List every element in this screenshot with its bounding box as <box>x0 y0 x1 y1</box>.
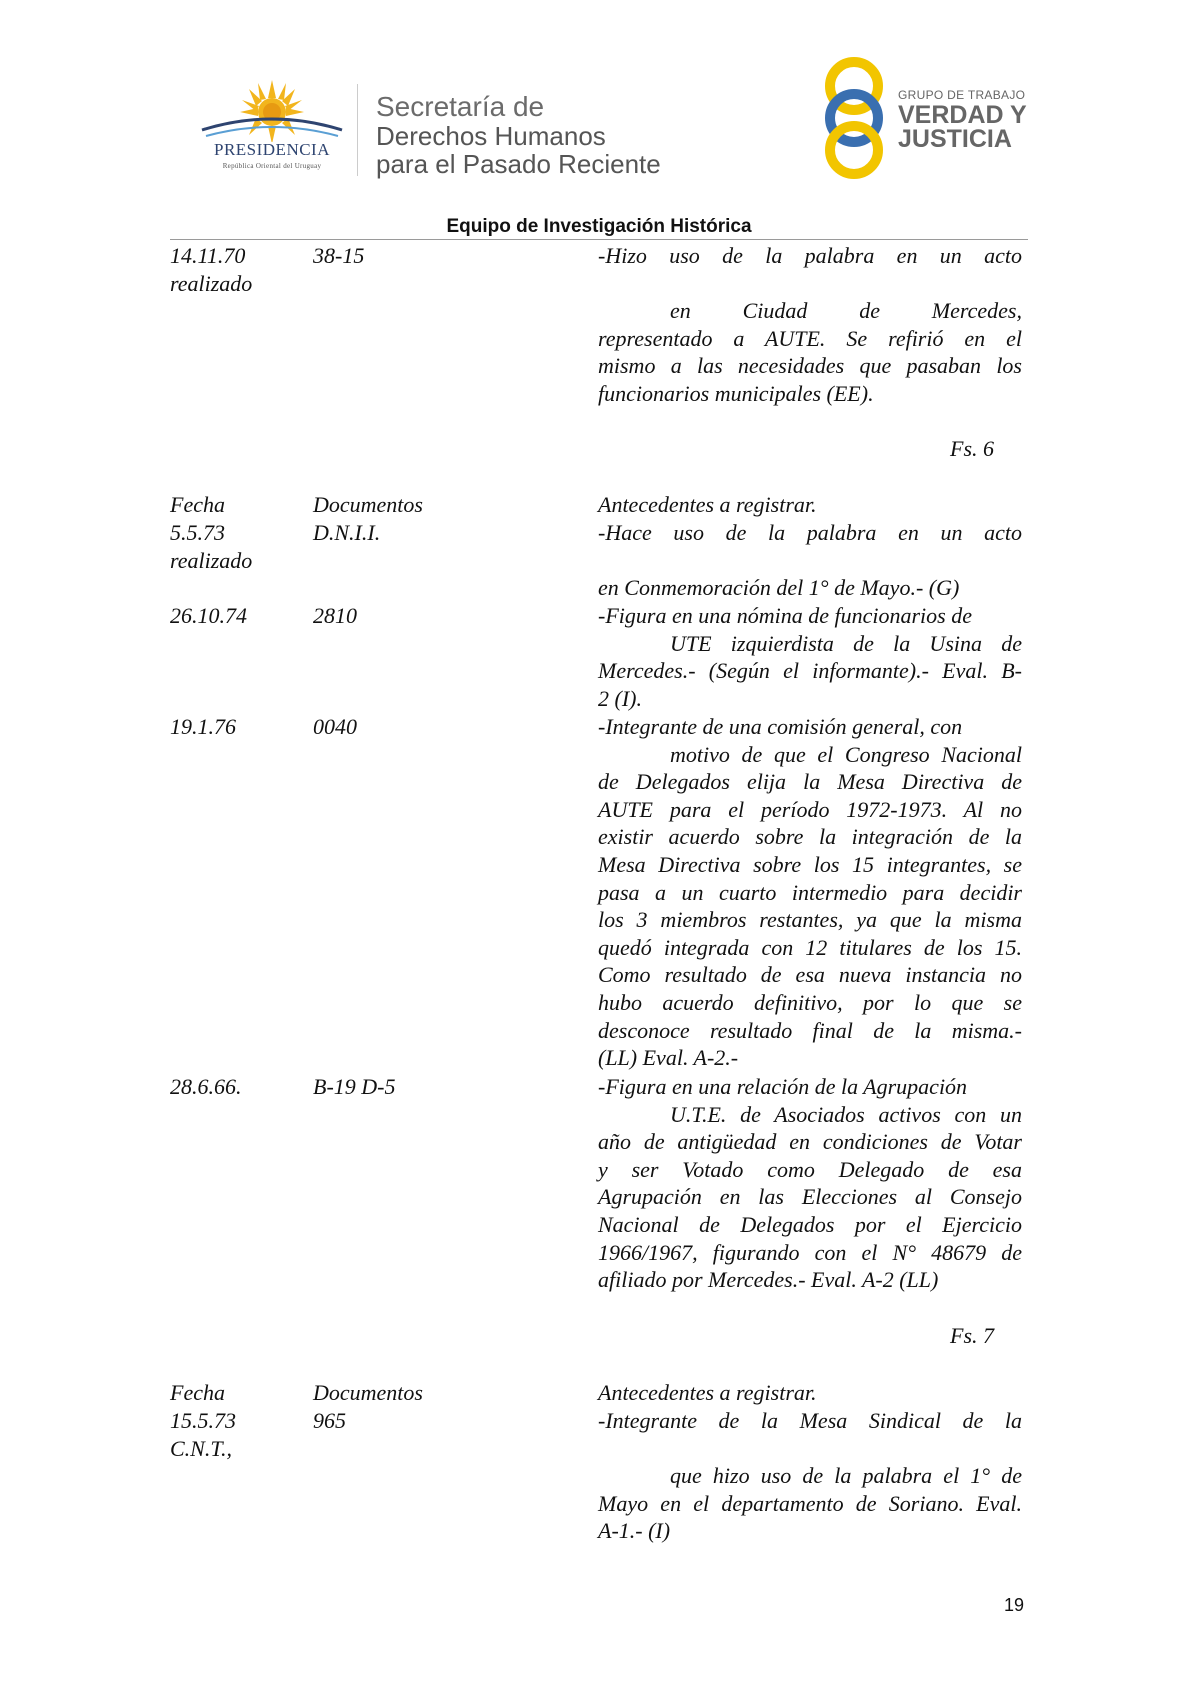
description-line: A-1.- (I) <box>598 1518 671 1544</box>
column-heading-antecedents: Antecedentes a registrar. <box>598 492 817 517</box>
presidencia-subtitle: República Oriental del Uruguay <box>222 162 322 170</box>
description-line: U.T.E. de Asociados activos con un <box>670 1101 1022 1127</box>
description-line: representado a AUTE. Se refirió en el <box>598 325 1022 351</box>
column-heading-date: Fecha <box>170 492 225 517</box>
folio-number: Fs. 6 <box>950 436 994 461</box>
entry-date: 26.10.74 <box>170 603 247 628</box>
description-line: -Figura en una relación de la Agrupación <box>598 1074 968 1099</box>
description-line: -Integrante de una comisión general, con <box>598 714 963 739</box>
description-line: Nacional de Delegados por el Ejercicio <box>598 1211 1022 1237</box>
description-line: en Ciudad de Mercedes, <box>670 298 1022 323</box>
description-line: existir acuerdo sobre la integración de la <box>598 824 1022 850</box>
entry-document: 2810 <box>313 603 357 628</box>
logo-divider <box>357 84 358 176</box>
team-title: Equipo de Investigación Histórica <box>446 216 752 237</box>
folio-number: Fs. 7 <box>950 1323 994 1348</box>
entry-description <box>598 242 1022 270</box>
description-line: UTE izquierdista de la Usina de <box>670 630 1022 656</box>
description-line: funcionarios municipales (EE). <box>598 380 874 406</box>
secretaria-line3: para el Pasado Reciente <box>376 149 661 179</box>
entry-description <box>598 713 1022 1072</box>
description-line: 1966/1967, figurando con el N° 48679 de <box>598 1239 1022 1265</box>
description-line: 2 (I). <box>598 685 642 711</box>
entry-description <box>598 574 1022 602</box>
secretaria-logo-text <box>376 92 661 178</box>
entry-document: 965 <box>313 1408 346 1433</box>
description-line: en Conmemoración del 1° de Mayo.- (G) <box>598 575 960 600</box>
entry-date: 14.11.70 <box>170 243 246 268</box>
column-heading-date: Fecha <box>170 1380 225 1405</box>
description-line: Como resultado de esa nueva instancia no <box>598 962 1022 988</box>
gtvj-line1: GRUPO DE TRABAJO <box>898 88 1026 102</box>
description-line: mismo a las necesidades que pasaban los <box>598 353 1022 379</box>
entry-description <box>598 602 1022 712</box>
entry-date: 28.6.66. <box>170 1074 242 1099</box>
entry-document: 38-15 <box>313 243 365 268</box>
page-number: 19 <box>1004 1595 1025 1615</box>
entry-date-continuation: C.N.T., <box>170 1436 232 1461</box>
secretaria-line2: Derechos Humanos <box>376 121 606 151</box>
entry-description <box>598 1462 1022 1545</box>
entry-date: 5.5.73 <box>170 520 225 545</box>
description-line: de Delegados elija la Mesa Directiva de <box>598 769 1022 795</box>
description-line: -Integrante de la Mesa Sindical de la <box>598 1408 1022 1433</box>
description-line: pasa a un cuarto intermedio para decidir <box>598 879 1022 905</box>
presidencia-label: PRESIDENCIA <box>213 140 330 159</box>
entry-date: 15.5.73 <box>170 1408 236 1433</box>
description-line: año de antigüedad en condiciones de Votar <box>598 1129 1022 1155</box>
description-line: (LL) Eval. A-2.- <box>598 1045 739 1071</box>
column-heading-antecedents: Antecedentes a registrar. <box>598 1380 817 1405</box>
entry-description <box>598 519 1022 547</box>
description-line: AUTE para el período 1972-1973. Al no <box>598 796 1022 822</box>
entry-description <box>598 1073 1022 1294</box>
presidencia-logo <box>192 78 352 178</box>
description-line: Mesa Directiva sobre los 15 integrantes, se <box>598 851 1022 877</box>
column-heading-documents: Documentos <box>313 1380 423 1405</box>
description-line: Agrupación en las Elecciones al Consejo <box>598 1184 1022 1210</box>
description-line: -Hace uso de la palabra en un acto <box>598 520 1022 545</box>
description-line: desconoce resultado final de la misma.- <box>598 1017 1022 1043</box>
entry-description <box>598 1407 1022 1435</box>
gtvj-line3: JUSTICIA <box>898 125 1012 153</box>
entry-document: 0040 <box>313 714 357 739</box>
column-heading-documents: Documentos <box>313 492 423 517</box>
description-line: Mayo en el departamento de Soriano. Eval. <box>598 1490 1022 1516</box>
description-line: hubo acuerdo definitivo, por lo que se <box>598 989 1022 1015</box>
gtvj-line2: VERDAD Y <box>898 101 1027 129</box>
entry-date-continuation: realizado <box>170 548 253 573</box>
gtvj-logo <box>818 56 1030 180</box>
description-line: que hizo uso de la palabra el 1° de <box>670 1463 1022 1488</box>
secretaria-line1: Secretaría de <box>376 91 545 122</box>
description-line: Mercedes.- (Según el informante).- Eval. B- <box>598 658 1022 684</box>
entry-document: B-19 D-5 <box>313 1074 396 1099</box>
description-line: quedó integrada con 12 titulares de los 15. <box>598 934 1022 960</box>
entry-document: D.N.I.I. <box>313 520 381 545</box>
description-line: afiliado por Mercedes.- Eval. A-2 (LL) <box>598 1267 939 1293</box>
description-line: -Figura en una nómina de funcionarios de <box>598 603 972 628</box>
description-line: motivo de que el Congreso Nacional <box>670 741 1022 767</box>
description-line: y ser Votado como Delegado de esa <box>598 1156 1022 1182</box>
description-line: los 3 miembros restantes, ya que la misma <box>598 907 1022 933</box>
entry-date-continuation: realizado <box>170 271 253 296</box>
interlocking-rings-icon <box>818 56 894 180</box>
sun-emblem-icon <box>192 78 352 142</box>
description-line: -Hizo uso de la palabra en un acto <box>598 243 1022 268</box>
header-rule <box>170 239 1028 240</box>
entry-description <box>598 297 1022 407</box>
entry-date: 19.1.76 <box>170 714 236 739</box>
